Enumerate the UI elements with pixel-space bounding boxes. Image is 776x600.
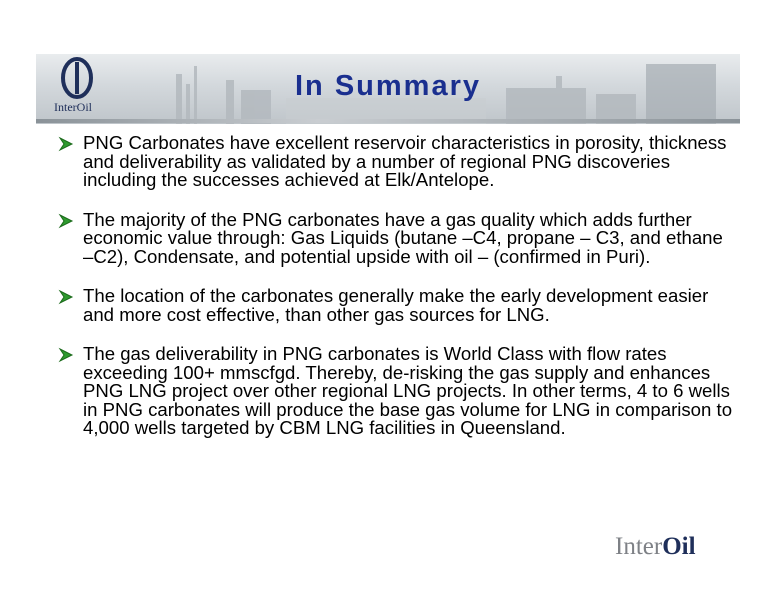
bullet-text: The majority of the PNG carbonates have a gas quality which adds further economic value through: Gas Liquids (butane –C4, propane – C3, and ethane –C2), Condensate, and potential upside with oil – (confirmed in Puri).: [83, 208, 723, 267]
banner-divider: [36, 119, 740, 123]
summary-bullets: [56, 134, 736, 459]
arrow-bullet-icon: [58, 289, 74, 305]
bullet-item: [56, 345, 736, 438]
page-title: In Summary: [295, 70, 481, 102]
bullet-text: The gas deliverability in PNG carbonates is World Class with flow rates exceeding 100+ mmscfgd. Thereby, de-risking the gas supply and enhances PNG LNG project over other regional LNG projects. In other terms, 4 to 6 wells in PNG carbonates will produce the base gas volume for LNG in comparison to 4,000 wells targeted by CBM LNG facilities in Queensland.: [83, 343, 733, 438]
bullet-text: The location of the carbonates generally make the early development easier and more cost effective, than other gas sources for LNG.: [83, 285, 709, 325]
bullet-item: [56, 208, 736, 267]
footer-logo: [615, 533, 696, 561]
arrow-bullet-icon: [58, 136, 74, 152]
arrow-bullet-icon: [58, 347, 74, 363]
bullet-item: [56, 287, 736, 324]
footer-logo-oil: Oil: [662, 533, 696, 560]
footer-logo-inter: Inter: [615, 533, 663, 560]
bullet-item: [56, 134, 736, 190]
arrow-bullet-icon: [58, 213, 74, 229]
logo-wordmark: InterOil: [54, 100, 92, 114]
bullet-text: PNG Carbonates have excellent reservoir characteristics in porosity, thickness and deliverability as validated by a number of regional PNG discoveries including the successes achieved at Elk/Antelope.: [83, 132, 727, 190]
